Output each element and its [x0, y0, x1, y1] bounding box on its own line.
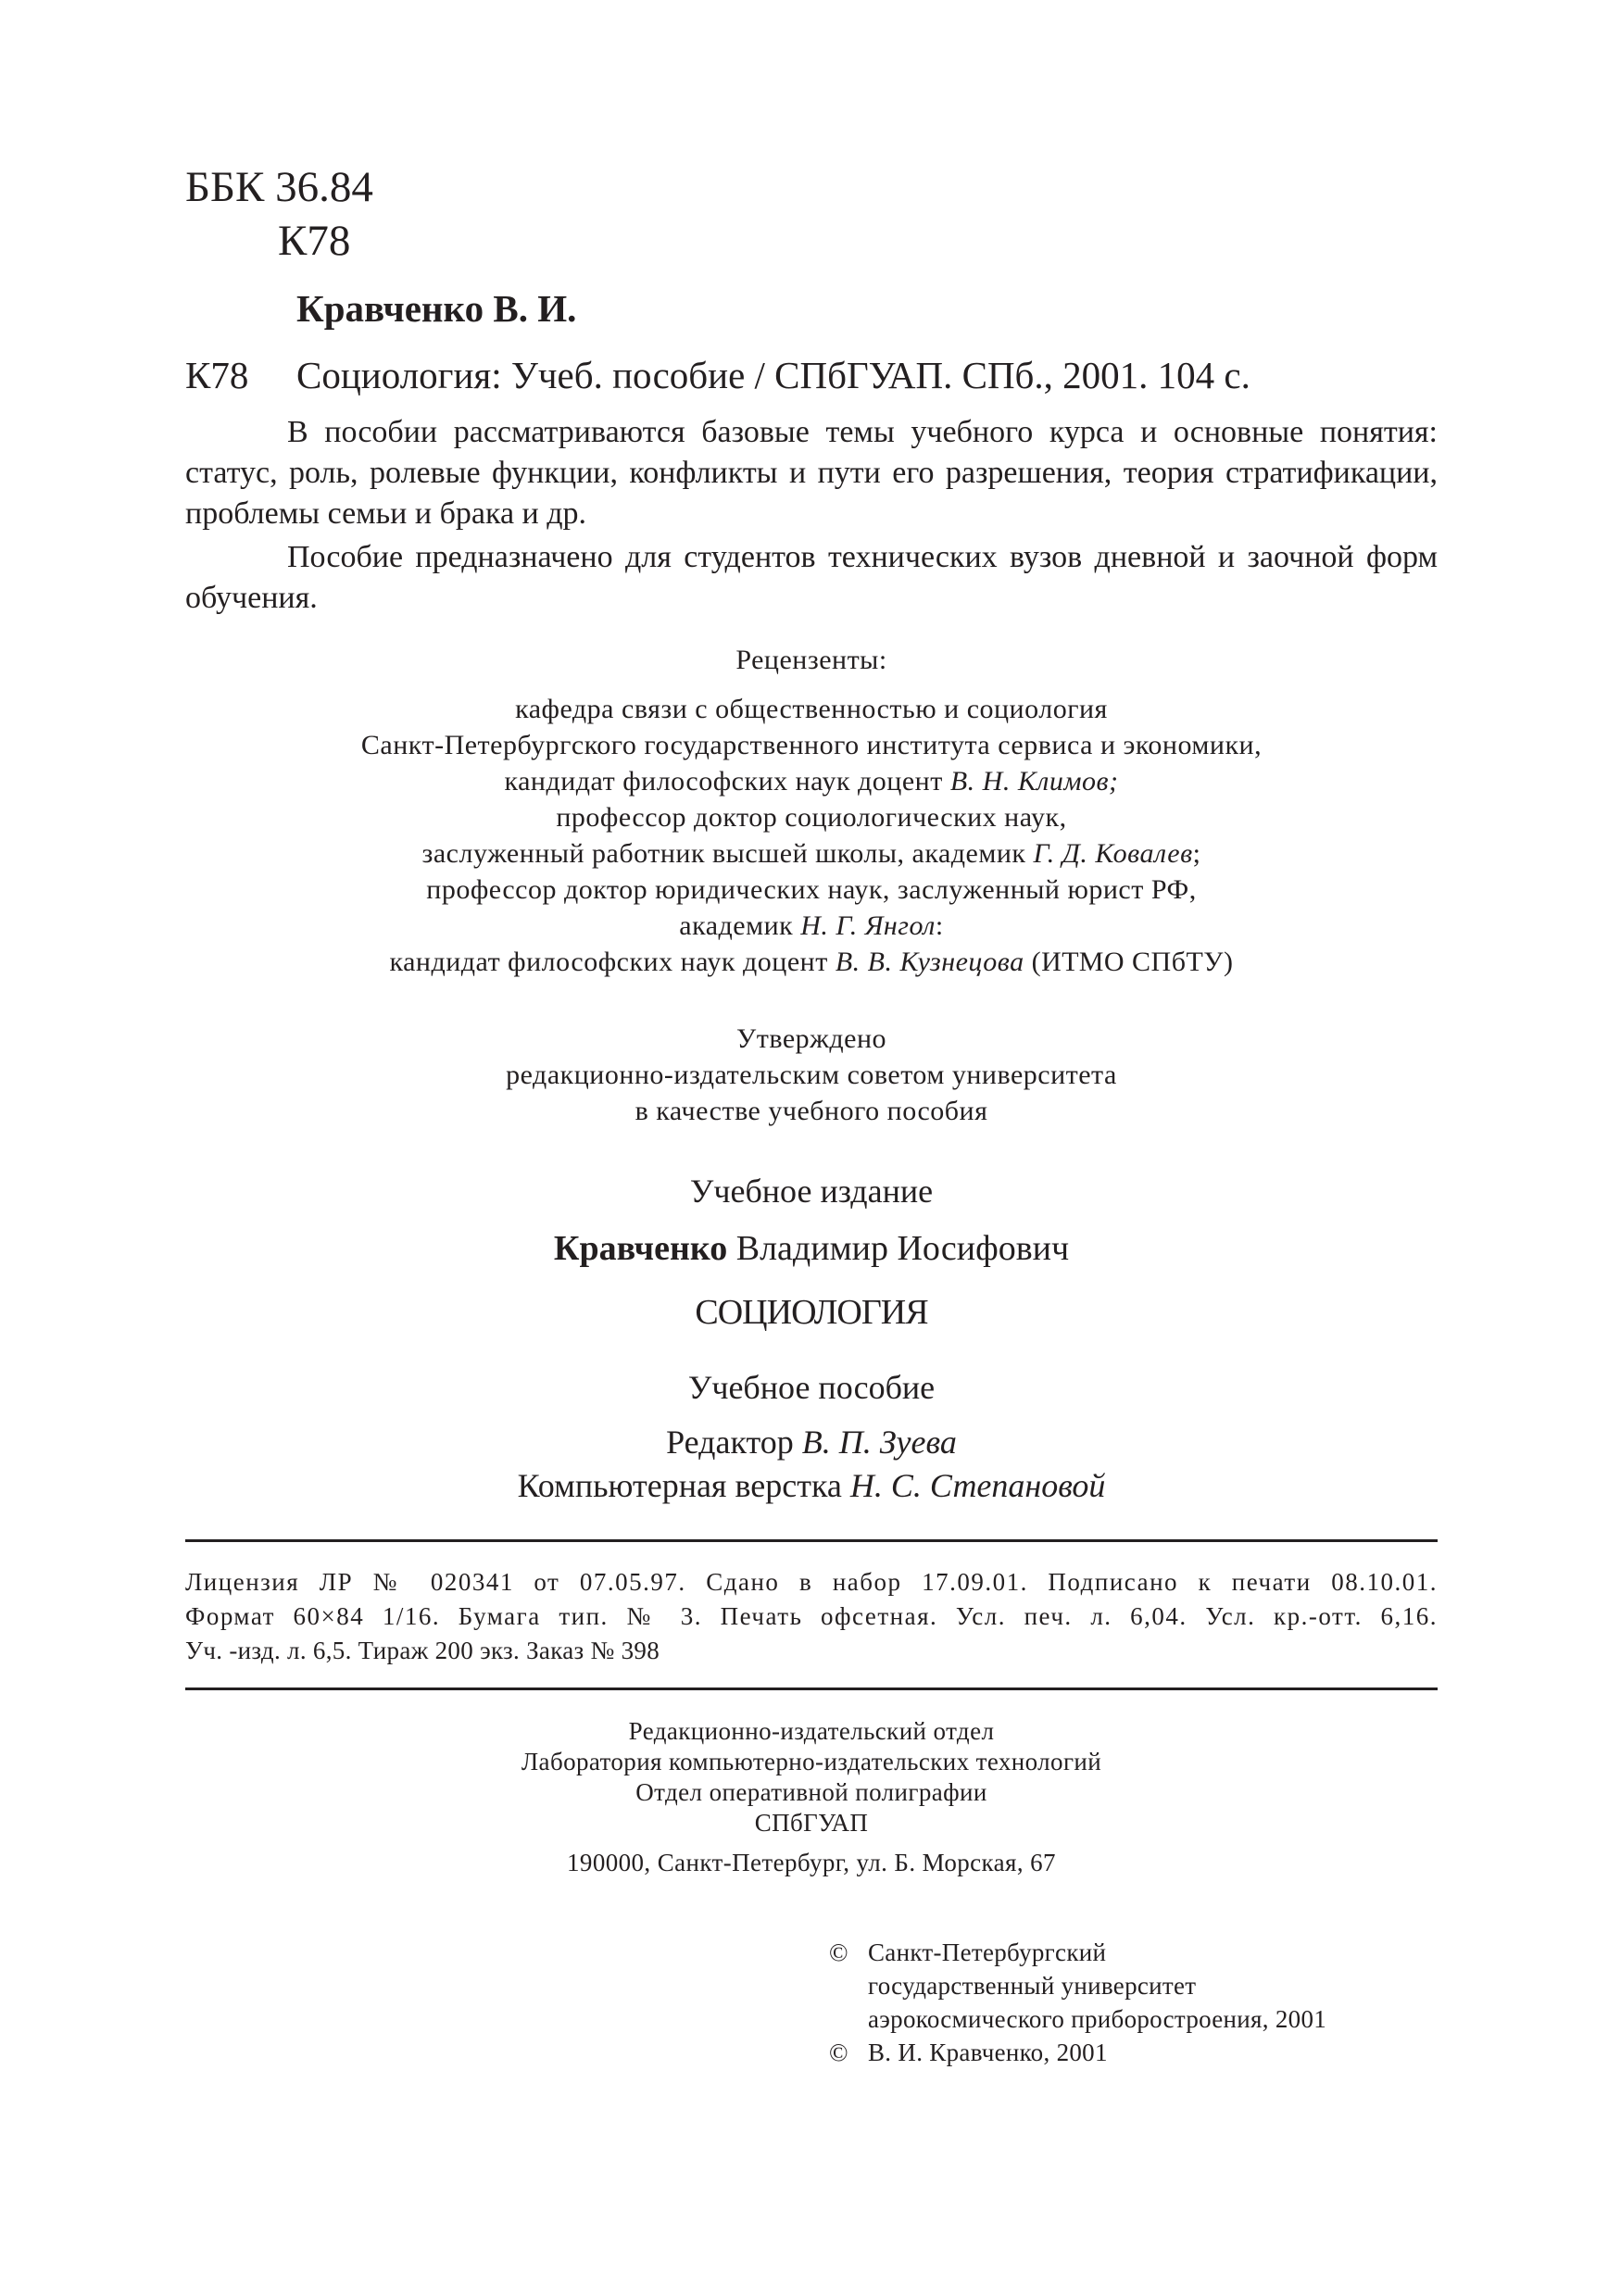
divider [185, 1539, 1438, 1542]
reviewer-name: В. В. Кузнецова [835, 947, 1024, 977]
copyright-holder: Санкт-Петербургский [868, 1938, 1107, 1966]
print-details-line: Лицензия ЛР № 020341 от 07.05.97. Сдано в набор 17.09.01. Подписано к печати 08.10.01. [185, 1568, 1438, 1596]
copyright-icon: © [829, 2039, 848, 2066]
reviewer-name: Н. Г. Янгол [800, 910, 936, 941]
copyright-icon: © [829, 1938, 848, 1966]
reviewer-title: академик [679, 910, 801, 941]
bibliographic-description: Социология: Учеб. пособие / СПбГУАП. СПб., 2001. 104 с. [296, 354, 1250, 396]
editor-credit [185, 1420, 1438, 1464]
approval-line: Утверждено [735, 1023, 887, 1054]
reviewer-line [185, 763, 1438, 799]
reviewer-line: профессор доктор юридических наук, заслуженный юрист РФ, [426, 874, 1197, 905]
print-details-line: Формат 60×84 1/16. Бумага тип. № 3. Печать офсетная. Усл. печ. л. 6,04. Усл. кр.-отт. 6,16. [185, 1602, 1438, 1630]
layout-credit [185, 1463, 1438, 1508]
approval-block [185, 1021, 1438, 1129]
editor-label: Редактор [666, 1424, 802, 1461]
reviewer-name: Г. Д. Ковалев [1033, 838, 1193, 869]
annotation-paragraph: Пособие предназначено для студентов технических вузов дневной и заочной форм обучения. [185, 540, 1438, 615]
reviewers-heading: Рецензенты: [735, 645, 887, 675]
print-details [185, 1565, 1438, 1668]
reviewer-affiliation: (ИТМО СПбТУ) [1024, 947, 1234, 977]
author-surname: Кравченко [553, 1229, 728, 1268]
bbk-index: ББК 36.84 [185, 163, 373, 211]
reviewer-title: кандидат философских наук доцент [504, 766, 950, 797]
publisher-line: Лаборатория компьютерно-издательских технологий [521, 1748, 1102, 1775]
copyright-holder: государственный университет [868, 1972, 1197, 2000]
editor-name: В. П. Зуева [801, 1424, 957, 1461]
publisher-block [185, 1716, 1438, 1878]
author-mark-inline: К78 [185, 354, 249, 396]
copyright-line [829, 2036, 1326, 2069]
divider [185, 1687, 1438, 1690]
copyright-holder: В. И. Кравченко, 2001 [868, 2039, 1108, 2066]
reviewers-block [185, 642, 1438, 980]
author-mark: К78 [278, 217, 351, 265]
reviewer-punct: ; [1192, 838, 1201, 869]
copyright-line [829, 1936, 1326, 1969]
edition-author [185, 1225, 1438, 1272]
edition-title: СОЦИОЛОГИЯ [695, 1293, 928, 1332]
reviewer-punct: : [935, 910, 944, 941]
annotation-paragraph: В пособии рассматриваются базовые темы учебного курса и основные понятия: статус, роль, ролевые функции, конфликты и пути его разрешения, теория стратификации, проблемы семьи и брака и др. [185, 415, 1438, 531]
reviewer-line: Санкт-Петербургского государственного института сервиса и экономики, [360, 730, 1263, 760]
approval-line: редакционно-издательским советом университета [506, 1060, 1117, 1090]
approval-line: в качестве учебного пособия [635, 1096, 988, 1126]
copyright-holder: аэрокосмического приборостроения, 2001 [868, 2005, 1327, 2033]
publisher-address: 190000, Санкт-Петербург, ул. Б. Морская, 67 [567, 1849, 1056, 1876]
layout-label: Компьютерная верстка [517, 1467, 850, 1504]
reviewer-line [185, 835, 1438, 872]
author-given-name: Владимир Иосифович [727, 1229, 1070, 1268]
layout-name: Н. С. Степановой [849, 1467, 1106, 1504]
reviewer-line: кафедра связи с общественностью и социология [515, 694, 1108, 724]
reviewer-name: В. Н. Климов; [949, 766, 1119, 797]
edition-kind: Учебное пособие [687, 1369, 936, 1406]
reviewer-line: профессор доктор социологических наук, [556, 802, 1067, 833]
publisher-line: Отдел оперативной полиграфии [635, 1778, 987, 1806]
print-details-line: Уч. -изд. л. 6,5. Тираж 200 экз. Заказ № 398 [185, 1637, 660, 1664]
reviewer-title: заслуженный работник высшей школы, академик [421, 838, 1034, 869]
author-heading: Кравченко В. И. [296, 287, 577, 330]
reviewer-line [185, 944, 1438, 980]
copyright-block [829, 1936, 1326, 2069]
reviewer-title: кандидат философских наук доцент [389, 947, 836, 977]
publisher-line: СПбГУАП [754, 1809, 869, 1837]
edition-type: Учебное издание [689, 1173, 934, 1210]
reviewer-line [185, 908, 1438, 944]
publisher-line: Редакционно-издательский отдел [628, 1717, 995, 1745]
